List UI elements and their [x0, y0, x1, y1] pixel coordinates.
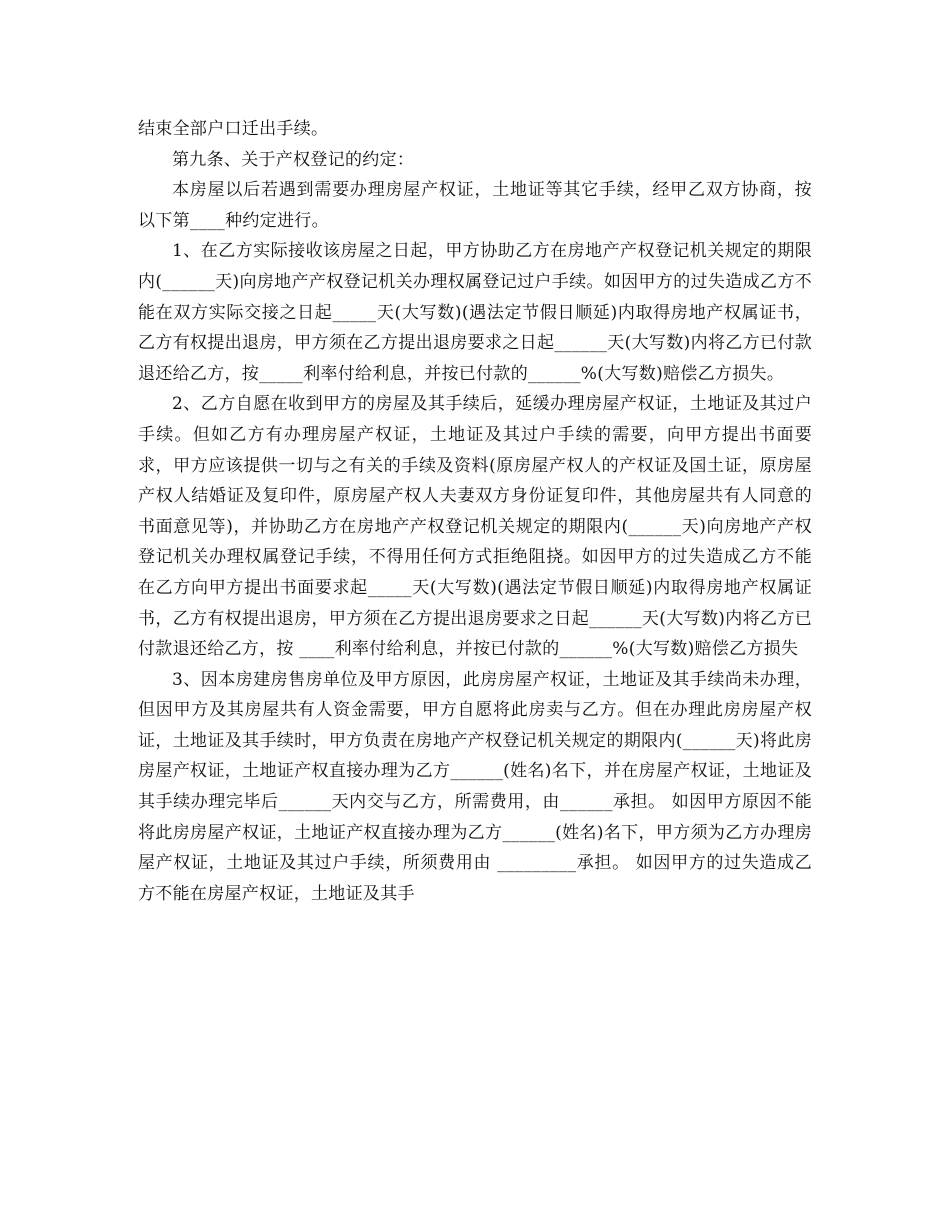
clause-1: 1、在乙方实际接收该房屋之日起，甲方协助乙方在房地产产权登记机关规定的期限内(______天)向房地产产权登记机关办理权属登记过户手续。如因甲方的过失造成乙方不能在双方实际交接之日起_____天(大写数)(遇法定节假日顺延)内取得房地产权属证书，乙方有权提出退房，甲方须在乙方提出退房要求之日起______天(大写数)内将乙方已付款退还给乙方，按_____利率付给利息，并按已付款的______%(大写数)赔偿乙方损失。 [138, 241, 812, 384]
clause-3: 3、因本房建房售房单位及甲方原因，此房房屋产权证，土地证及其手续尚未办理，但因甲方及其房屋共有人资金需要，甲方自愿将此房卖与乙方。但在办理此房房屋产权证，土地证及其手续时，甲方负责在房地产产权登记机关规定的期限内(______天)将此房房屋产权证，土地证产权直接办理为乙方______(姓名)名下，并在房屋产权证，土地证及其手续办理完毕后______天内交与乙方，所需费用，由______承担。 如因甲方原因不能将此房房屋产权证，土地证产权直接办理为乙方______(姓名)名下，甲方须为乙方办理房屋产权证，土地证及其过户手续，所须费用由 _________承担。 如因甲方的过失造成乙方不能在房屋产权证，土地证及其手 [138, 669, 812, 904]
paragraph-continuation: 结束全部户口迁出手续。 [138, 119, 329, 139]
document-body [138, 114, 812, 909]
clause-2: 2、乙方自愿在收到甲方的房屋及其手续后，延缓办理房屋产权证，土地证及其过户手续。但如乙方有办理房屋产权证，土地证及其过户手续的需要，向甲方提出书面要求，甲方应该提供一切与之有关的手续及资料(原房屋产权人的产权证及国土证，原房屋产权人结婚证及复印件，原房屋产权人夫妻双方身份证复印件，其他房屋共有人同意的书面意见等)，并协助乙方在房地产产权登记机关规定的期限内(______天)向房地产产权登记机关办理权属登记手续，不得用任何方式拒绝阻挠。如因甲方的过失造成乙方不能在乙方向甲方提出书面要求起_____天(大写数)(遇法定节假日顺延)内取得房地产权属证书，乙方有权提出退房，甲方须在乙方提出退房要求之日起______天(大写数)内将乙方已付款退还给乙方，按 ____利率付给利息，并按已付款的______%(大写数)赔偿乙方损失 [138, 394, 812, 660]
article-nine-heading: 第九条、关于产权登记的约定： [172, 149, 415, 170]
paragraph-intro: 本房屋以后若遇到需要办理房屋产权证，土地证等其它手续，经甲乙双方协商，按以下第____种约定进行。 [138, 180, 812, 231]
